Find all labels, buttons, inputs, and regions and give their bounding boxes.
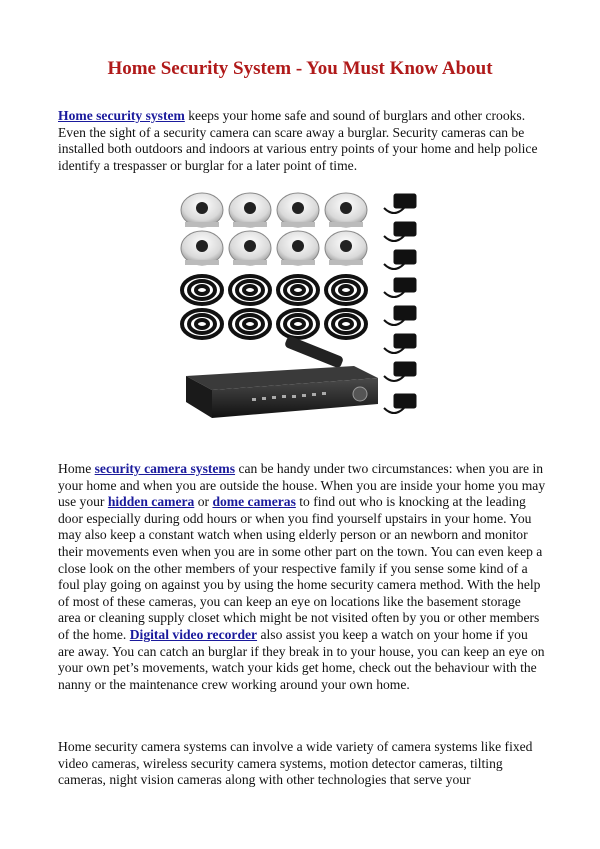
camera-systems-text: or [194, 494, 213, 510]
cable-coil-icon [182, 310, 222, 338]
camera-systems-text: can be handy under two circumstances: when you are in your home and when you are outside the house. When you are inside your home you may use your [58, 461, 546, 510]
camera-systems-text: to find out who is knocking at the leading door especially during odd hours or when you find yourself upstairs in your home. You may also keep a constant watch when using elderly person or an newborn and monitor their movements even when you are in some other part on the town. You can even keep a close look on the other members of your respective family if you sense some kind of a foul play going on against you by using the home security camera method. With the help of most of these cameras, you can keep an eye on locations like the basement storage area or cleaning supply closet which might be not visited often by you or other members of the home. [58, 494, 543, 642]
intro-paragraph [58, 108, 546, 174]
dome-camera-icon [325, 193, 367, 227]
security-camera-systems-link[interactable]: security camera systems [94, 461, 236, 476]
page-title: Home Security System - You Must Know About [107, 58, 493, 79]
home-security-system-link[interactable]: Home security system [58, 108, 185, 123]
camera-systems-paragraph [58, 461, 546, 693]
security-camera-kit-image [172, 188, 428, 432]
dvr-recorder-icon [186, 366, 378, 418]
cable-coil-icon [278, 310, 318, 338]
intro-text: keeps your home safe and sound of burglars and other crooks. Even the sight of a security camera can scare away a burglar. Security cameras can be installed both outdoors and indoors at various entry points of your home and help police identify a trespasser or burglar for a later point of time. [58, 108, 538, 173]
camera-systems-text: Home [58, 461, 95, 476]
cable-coil-icon [326, 276, 366, 304]
hidden-camera-link[interactable]: hidden camera [107, 494, 195, 510]
cable-coil-icon [230, 276, 270, 304]
remote-control-icon [284, 335, 344, 369]
dome-camera-icon [229, 193, 271, 227]
dome-camera-icon [277, 193, 319, 227]
cable-coil-icon [278, 276, 318, 304]
dome-camera-icon [181, 231, 223, 265]
camera-types-paragraph: Home security camera systems can involve a wide variety of camera systems like fixed video cameras, wireless security camera systems, motion detector cameras, tilting cameras, night vision cameras along with other technologies that serve your [58, 739, 533, 788]
cable-coil-icon [230, 310, 270, 338]
power-adapter-icon [384, 194, 416, 413]
cable-coil-icon [326, 310, 366, 338]
cable-coil-icon [182, 276, 222, 304]
digital-video-recorder-link[interactable]: Digital video recorder [129, 626, 258, 642]
camera-systems-text: also assist you keep a watch on your home if you are away. You can catch an burglar if they break in to your house, you can keep an eye on your own pet’s movements, watch your kids get home, check out the behaviour with the nanny or the maintenance crew working around your own home. [58, 626, 545, 692]
dome-camera-icon [229, 231, 271, 265]
dome-camera-icon [277, 231, 319, 265]
dome-cameras-link[interactable]: dome cameras [212, 494, 296, 510]
dome-camera-icon [325, 231, 367, 265]
dome-camera-icon [181, 193, 223, 227]
